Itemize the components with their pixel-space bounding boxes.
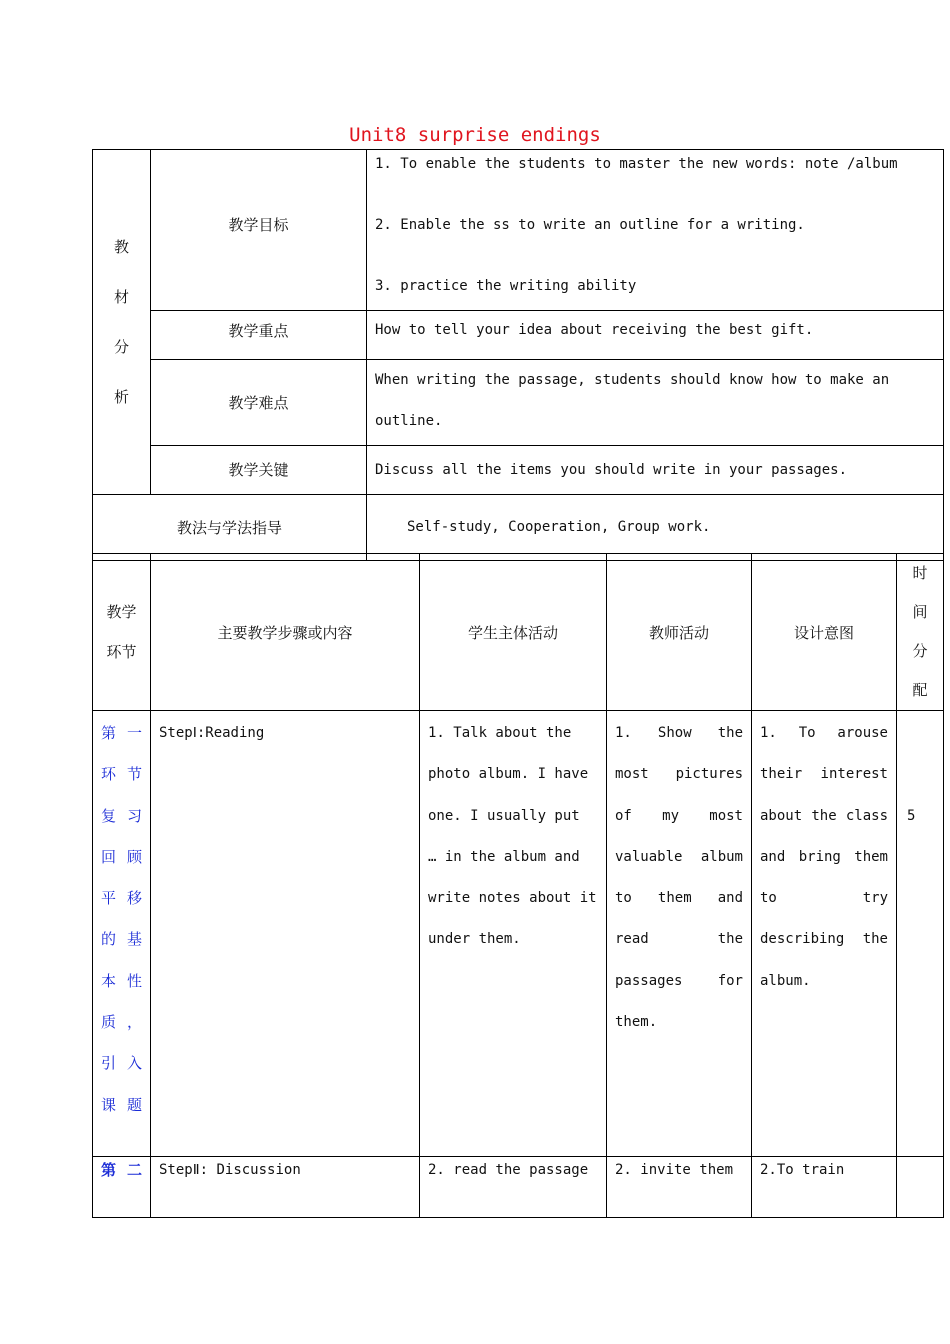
row2-teacher: 2. invite them	[607, 1157, 752, 1218]
row1-stage: 第一 环节 复习 回顾 平移 的基 本性 质， 引入 课题	[93, 711, 151, 1157]
row2-time	[897, 1157, 944, 1218]
header-teacher: 教师活动	[607, 554, 752, 711]
key-label: 教学关键	[151, 445, 367, 494]
header-stage: 教学 环节	[93, 554, 151, 711]
analysis-table	[92, 149, 944, 561]
focus-label: 教学重点	[151, 311, 367, 360]
row2-stage: 第二	[93, 1157, 151, 1218]
goal-line-3: 3. practice the writing ability	[375, 278, 637, 294]
goal-line-2: 2. Enable the ss to write an outline for a writing.	[375, 217, 805, 233]
row1-student: 1. Talk about the photo album. I have one. I usually put … in the album and write notes about it under them.	[420, 711, 607, 1157]
steps-table	[92, 553, 944, 1218]
row1-intent: 1. To arouse their interest about the class and bring them to try describing the album.	[752, 711, 897, 1157]
row1-content: StepⅠ:Reading	[151, 711, 420, 1157]
method-content: Self-study, Cooperation, Group work.	[367, 494, 944, 560]
goal-label: 教学目标	[151, 150, 367, 311]
difficulty-label: 教学难点	[151, 360, 367, 446]
row2-student: 2. read the passage	[420, 1157, 607, 1218]
key-content: Discuss all the items you should write in your passages.	[367, 445, 944, 494]
method-label: 教法与学法指导	[93, 494, 367, 560]
difficulty-content: When writing the passage, students should know how to make an outline.	[367, 360, 944, 446]
goal-content	[367, 150, 944, 311]
row2-content: StepⅡ: Discussion	[151, 1157, 420, 1218]
row1-teacher: 1. Show the most pictures of my most valuable album to them and read the passages for them.	[607, 711, 752, 1157]
document-title: Unit8 surprise endings	[349, 124, 601, 146]
header-time: 时 间 分 配	[897, 554, 944, 711]
header-content: 主要教学步骤或内容	[151, 554, 420, 711]
header-student: 学生主体活动	[420, 554, 607, 711]
header-intent: 设计意图	[752, 554, 897, 711]
goal-line-1: 1. To enable the students to master the new words: note /album	[375, 156, 898, 172]
analysis-section-label: 教 材 分 析	[93, 150, 151, 495]
focus-content: How to tell your idea about receiving the best gift.	[367, 311, 944, 360]
row1-time: 5	[897, 711, 944, 1157]
row2-intent: 2.To train	[752, 1157, 897, 1218]
